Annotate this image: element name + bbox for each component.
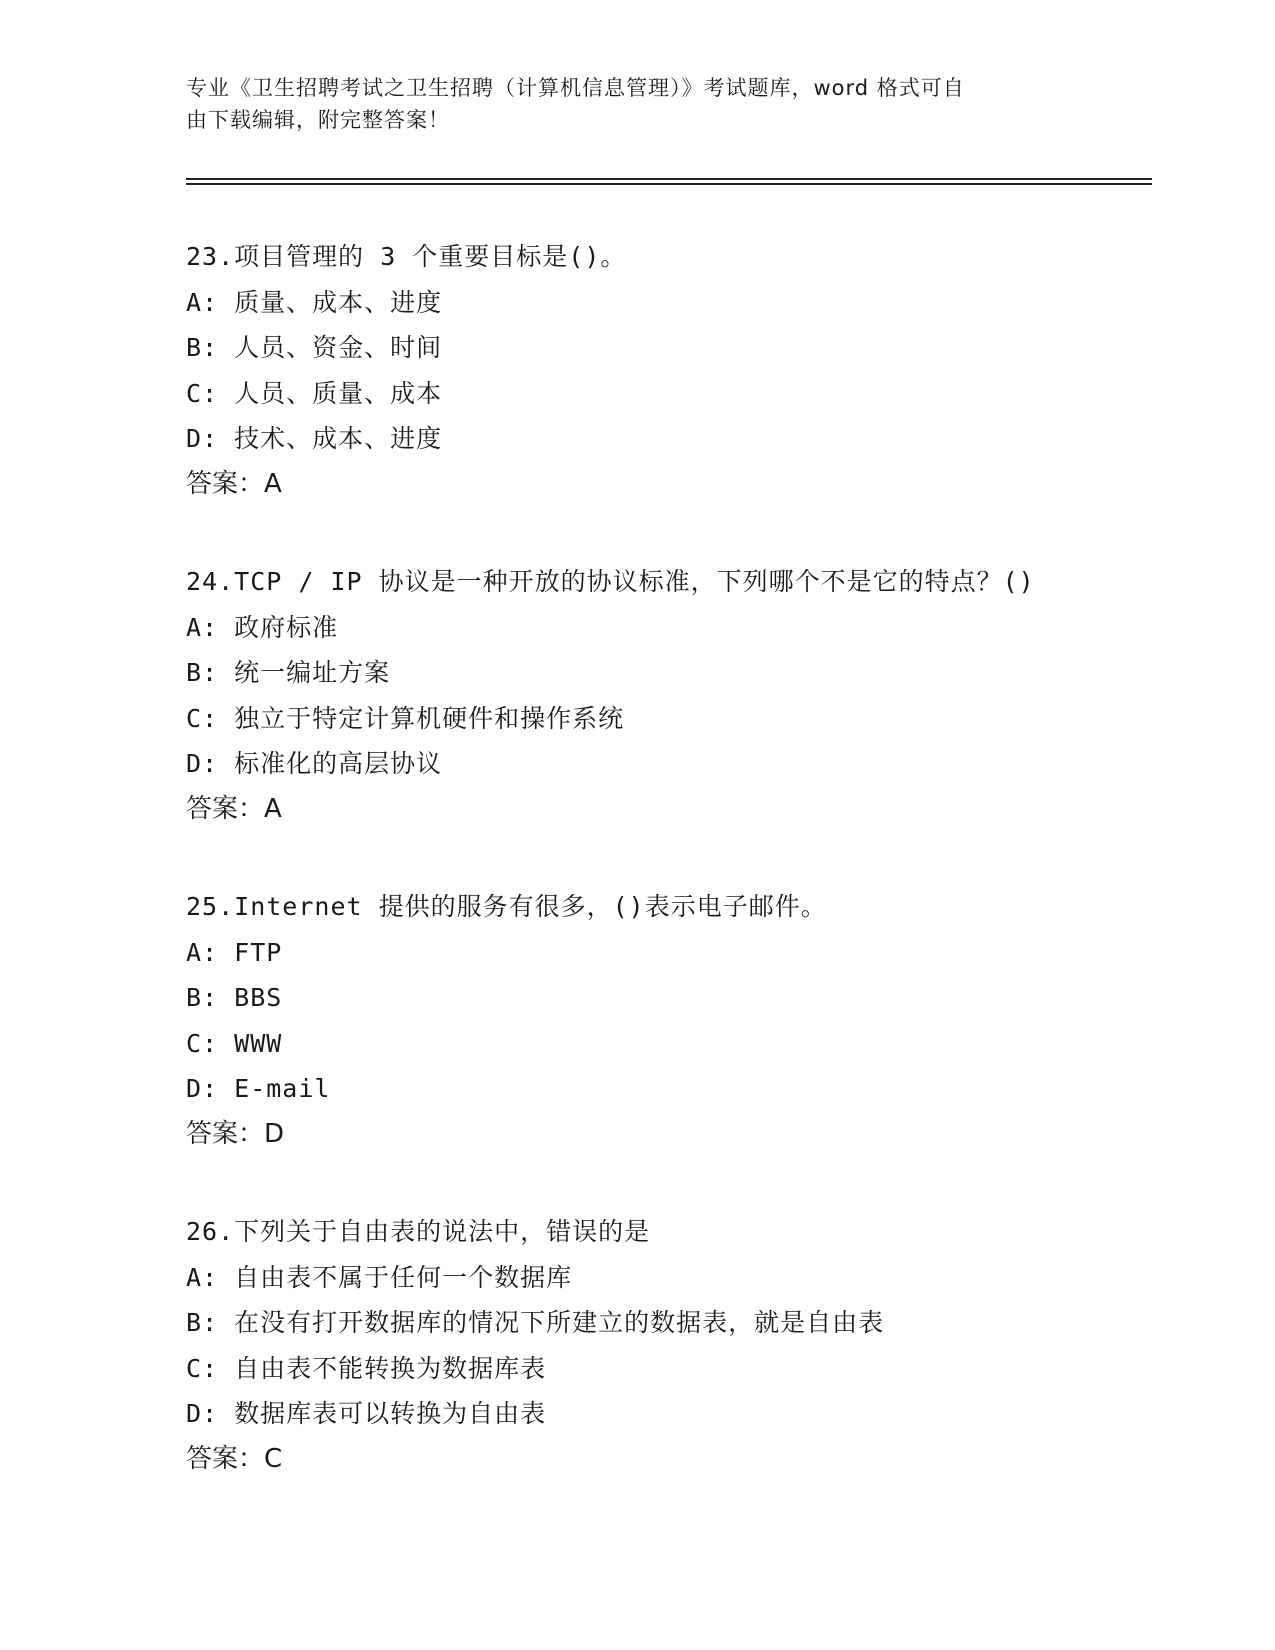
option-d: D: E-mail bbox=[186, 1074, 331, 1103]
question-stem: 26.下列关于自由表的说法中，错误的是 bbox=[186, 1217, 651, 1246]
question-list bbox=[186, 234, 1186, 1482]
option-d: D: 标准化的高层协议 bbox=[186, 749, 443, 778]
header-divider-bottom bbox=[186, 183, 1152, 185]
answer-line: 答案：A bbox=[186, 468, 282, 499]
answer-line: 答案：C bbox=[186, 1443, 283, 1474]
header-line-1: 专业《卫生招聘考试之卫生招聘（计算机信息管理）》考试题库，word 格式可自 bbox=[186, 76, 965, 100]
option-d: D: 数据库表可以转换为自由表 bbox=[186, 1399, 547, 1428]
option-a: A: 政府标准 bbox=[186, 612, 339, 642]
question-23 bbox=[186, 234, 1186, 507]
question-stem: 24.TCP / IP 协议是一种开放的协议标准，下列哪个不是它的特点？() bbox=[186, 567, 1035, 596]
answer-line: 答案：D bbox=[186, 1118, 285, 1149]
option-c: C: 自由表不能转换为数据库表 bbox=[186, 1353, 547, 1383]
question-stem: 23.项目管理的 3 个重要目标是()。 bbox=[186, 242, 627, 271]
option-b: B: 在没有打开数据库的情况下所建立的数据表，就是自由表 bbox=[186, 1308, 885, 1337]
option-a: A: 质量、成本、进度 bbox=[186, 287, 443, 317]
document-header bbox=[186, 72, 1066, 136]
option-d: D: 技术、成本、进度 bbox=[186, 424, 443, 453]
option-a: A: FTP bbox=[186, 937, 283, 967]
answer-line: 答案：A bbox=[186, 793, 282, 824]
option-b: B: 统一编址方案 bbox=[186, 658, 391, 687]
question-25 bbox=[186, 884, 1186, 1157]
option-c: C: 人员、质量、成本 bbox=[186, 378, 443, 408]
question-26 bbox=[186, 1209, 1186, 1482]
option-c: C: WWW bbox=[186, 1028, 283, 1058]
option-b: B: 人员、资金、时间 bbox=[186, 333, 443, 362]
question-stem: 25.Internet 提供的服务有很多，()表示电子邮件。 bbox=[186, 892, 827, 921]
question-24 bbox=[186, 559, 1186, 832]
option-a: A: 自由表不属于任何一个数据库 bbox=[186, 1262, 573, 1292]
header-divider-top bbox=[186, 178, 1152, 180]
option-c: C: 独立于特定计算机硬件和操作系统 bbox=[186, 703, 625, 733]
option-b: B: BBS bbox=[186, 983, 283, 1012]
header-line-2: 由下载编辑，附完整答案！ bbox=[186, 108, 450, 132]
